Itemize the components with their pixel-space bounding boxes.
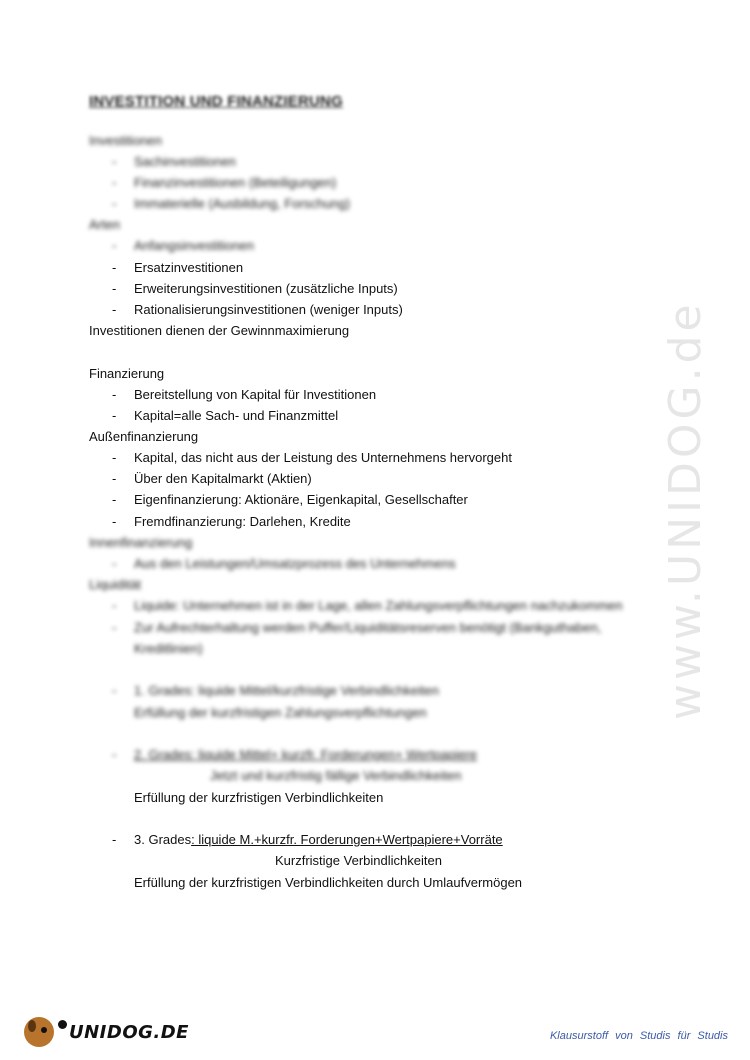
grade3-label: 3. Grades — [134, 832, 192, 847]
heading-aussenfinanzierung: Außenfinanzierung — [89, 429, 199, 444]
list-item: 1. Grades: liquide Mittel/kurzfristige Verbindlichkeiten — [134, 683, 439, 698]
document-title: INVESTITION UND FINANZIERUNG — [89, 93, 343, 110]
heading-investitionen: Investitionen — [89, 133, 162, 148]
list-item-continuation: Erfüllung der kurzfristigen Verbindlichkeiten durch Umlaufvermögen — [134, 875, 523, 890]
list-item: Immaterielle (Ausbildung, Forschung) — [134, 196, 351, 211]
list-item-continuation: Kreditlinien) — [134, 641, 203, 656]
list-item: 2. Grades: liquide Mittel+ kurzfr. Forderungen+ Wertpapiere — [134, 747, 477, 762]
bullet-dash: - — [112, 832, 117, 847]
list-item: Über den Kapitalmarkt (Aktien) — [134, 471, 312, 486]
list-item-continuation: Erfüllung der kurzfristigen Zahlungsverpflichtungen — [134, 705, 427, 720]
heading-arten: Arten — [89, 217, 121, 232]
bullet-dash: - — [112, 747, 117, 762]
list-item: Finanzinvestitionen (Beteiligungen) — [134, 175, 337, 190]
paragraph-gewinnmaximierung: Investitionen dienen der Gewinnmaximierung — [89, 323, 350, 338]
list-item: Bereitstellung von Kapital für Investitionen — [134, 387, 377, 402]
grade3-formula: : liquide M.+kurzfr. Forderungen+Wertpapiere+Vorräte — [191, 832, 503, 847]
bullet-dash: - — [112, 556, 117, 571]
bullet-dash: - — [112, 492, 117, 507]
list-item: Liquide: Unternehmen ist in der Lage, allen Zahlungsverpflichtungen nachzukommen — [134, 598, 623, 613]
bullet-dash: - — [112, 175, 117, 190]
logo-text: UNIDOG.DE — [69, 1021, 189, 1043]
heading-finanzierung: Finanzierung — [89, 366, 165, 381]
list-item: Anfangsinvestitionen — [134, 238, 254, 253]
bullet-dash: - — [112, 598, 117, 613]
bullet-dash: - — [112, 154, 117, 169]
paw-icon — [58, 1020, 67, 1029]
bullet-dash: - — [112, 683, 117, 698]
list-item-grade3 — [134, 832, 503, 848]
bullet-dash: - — [112, 196, 117, 211]
dog-icon — [24, 1017, 54, 1047]
list-item: Zur Aufrechterhaltung werden Puffer/Liquiditätsreserven benötigt (Bankguthaben, — [134, 620, 602, 635]
list-item: Kapital, das nicht aus der Leistung des Unternehmens hervorgeht — [134, 450, 512, 465]
list-item: Eigenfinanzierung: Aktionäre, Eigenkapital, Gesellschafter — [134, 492, 468, 507]
bullet-dash: - — [112, 471, 117, 486]
list-item: Sachinvestitionen — [134, 154, 236, 169]
bullet-dash: - — [112, 620, 117, 635]
list-item-continuation: Erfüllung der kurzfristigen Verbindlichkeiten — [134, 790, 384, 805]
list-item: Aus den Leistungen/Umsatzprozess des Unternehmens — [134, 556, 456, 571]
bullet-dash: - — [112, 281, 117, 296]
list-item: Ersatzinvestitionen — [134, 260, 244, 275]
bullet-dash: - — [112, 302, 117, 317]
watermark-text: www.UNIDOG.de — [660, 300, 711, 720]
fraction-denominator: Kurzfristige Verbindlichkeiten — [275, 853, 442, 868]
bullet-dash: - — [112, 408, 117, 423]
footer-tagline: Klausurstoff von Studis für Studis — [549, 1030, 728, 1042]
unidog-logo[interactable] — [24, 1015, 189, 1049]
fraction-denominator: Jetzt und kurzfristig fällige Verbindlichkeiten — [210, 768, 462, 783]
list-item: Kapital=alle Sach- und Finanzmittel — [134, 408, 339, 423]
bullet-dash: - — [112, 514, 117, 529]
heading-innenfinanzierung: Innenfinanzierung — [89, 535, 193, 550]
list-item: Erweiterungsinvestitionen (zusätzliche Inputs) — [134, 281, 398, 296]
bullet-dash: - — [112, 238, 117, 253]
heading-liquiditaet: Liquidität — [89, 577, 142, 592]
list-item: Rationalisierungsinvestitionen (weniger Inputs) — [134, 302, 403, 317]
bullet-dash: - — [112, 387, 117, 402]
list-item: Fremdfinanzierung: Darlehen, Kredite — [134, 514, 351, 529]
bullet-dash: - — [112, 260, 117, 275]
bullet-dash: - — [112, 450, 117, 465]
